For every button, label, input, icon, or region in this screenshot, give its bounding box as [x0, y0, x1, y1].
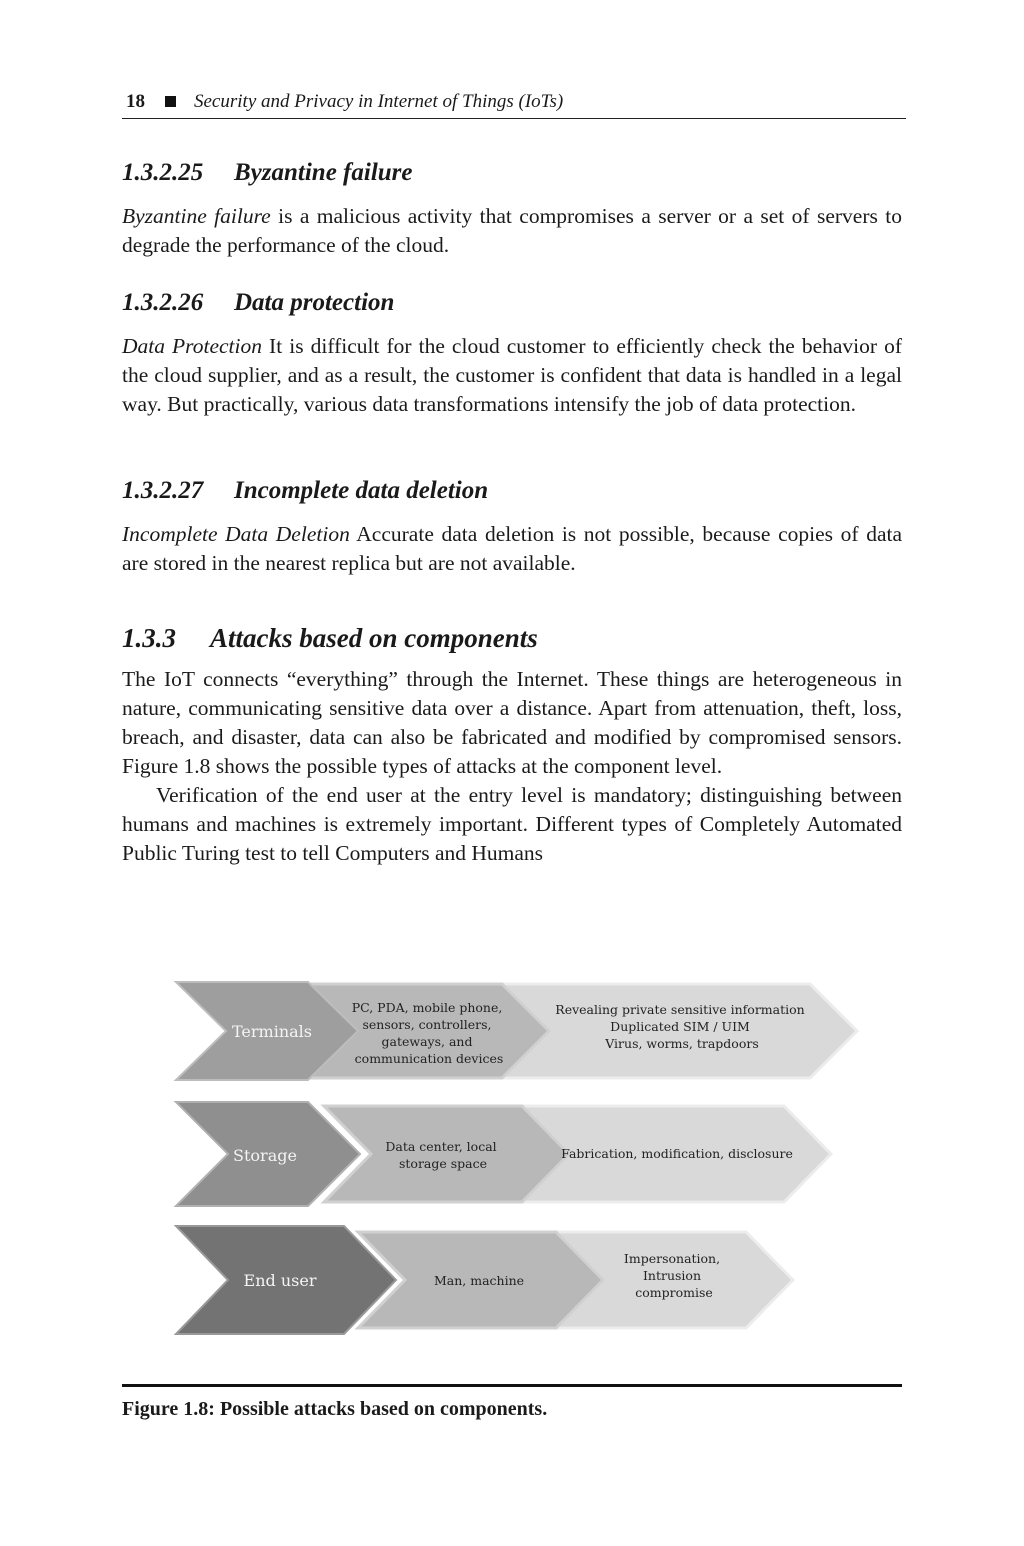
attack-line: Fabrication, modification, disclosure	[561, 1146, 793, 1161]
subsection-heading	[122, 158, 902, 188]
attack-line: Intrusion	[642, 1268, 702, 1283]
figure-caption: Figure 1.8: Possible attacks based on components.	[122, 1398, 548, 1420]
subsection-title: Byzantine failure	[234, 159, 413, 186]
term: Incomplete Data Deletion	[122, 522, 350, 546]
component-line: communication devices	[354, 1051, 504, 1066]
section-attacks-based-on-components	[122, 621, 902, 868]
square-bullet-icon	[165, 96, 176, 107]
section-number: 1.3.3	[122, 623, 176, 653]
row-terminals	[176, 982, 857, 1080]
attack-line: Duplicated SIM / UIM	[610, 1019, 750, 1034]
row-label: End user	[243, 1271, 317, 1290]
figure-rule	[122, 1384, 902, 1387]
component-line: Data center, local	[385, 1139, 497, 1154]
section-title: Attacks based on components	[210, 623, 538, 653]
section-data-protection	[122, 288, 902, 419]
attack-line: Impersonation,	[623, 1251, 721, 1266]
component-line: Man, machine	[433, 1273, 525, 1288]
chevron-diagram	[172, 978, 872, 1338]
subsection-paragraph	[122, 332, 902, 419]
paragraph-text: is a malicious activity that compromises a server or a set of servers to degrade the performance of the cloud.	[122, 204, 902, 257]
section-byzantine-failure	[122, 158, 902, 260]
subsection-heading	[122, 476, 902, 506]
subsection-title: Data protection	[234, 289, 395, 316]
subsection-heading	[122, 288, 902, 318]
term: Data Protection	[122, 334, 262, 358]
paragraph-text: It is difficult for the cloud customer to efficiently check the behavior of the cloud supplier, and as a result, the customer is confident that data is handled in a legal way. But practically, various data transformations intensify the job of data protection.	[122, 334, 902, 416]
section-paragraph-1: The IoT connects “everything” through the Internet. These things are heterogeneous in nature, communicating sensitive data over a distance. Apart from attenuation, theft, loss, breach, and disaster, data can also be fabricated and modified by compromised sensors. Figure 1.8 shows the possible types of attacks at the component level.	[122, 667, 902, 778]
attacks-text	[561, 1146, 793, 1161]
running-header	[122, 88, 906, 119]
component-line: sensors, controllers,	[362, 1017, 492, 1032]
section-heading	[122, 621, 902, 655]
component-line: PC, PDA, mobile phone,	[351, 1000, 503, 1015]
section-incomplete-data-deletion	[122, 476, 902, 578]
page-number: 18	[126, 91, 145, 112]
attack-line: compromise	[635, 1285, 713, 1300]
paragraph-text: Accurate data deletion is not possible, because copies of data are stored in the nearest replica but are not available.	[122, 522, 902, 575]
subsection-number: 1.3.2.27	[122, 477, 204, 504]
book-title: Security and Privacy in Internet of Things (IoTs)	[194, 91, 564, 112]
subsection-number: 1.3.2.25	[122, 159, 204, 186]
attack-line: Virus, worms, trapdoors	[605, 1036, 759, 1051]
subsection-paragraph	[122, 520, 902, 578]
figure-1-8	[172, 978, 872, 1338]
row-end-user	[176, 1226, 793, 1334]
component-line: gateways, and	[381, 1034, 473, 1049]
subsection-paragraph	[122, 202, 902, 260]
subsection-title: Incomplete data deletion	[234, 477, 489, 504]
row-label: Terminals	[231, 1022, 313, 1041]
row-storage	[176, 1102, 831, 1206]
row-label: Storage	[233, 1146, 297, 1165]
components-text	[434, 1273, 524, 1288]
term: Byzantine failure	[122, 204, 271, 228]
component-line: storage space	[398, 1156, 488, 1171]
attack-line: Revealing private sensitive information	[555, 1002, 805, 1017]
section-paragraph-2: Verification of the end user at the entry level is mandatory; distinguishing between humans and machines is extremely important. Different types of Completely Automated Public Turing test to tell Computers and Humans	[122, 783, 902, 865]
subsection-number: 1.3.2.26	[122, 289, 204, 316]
